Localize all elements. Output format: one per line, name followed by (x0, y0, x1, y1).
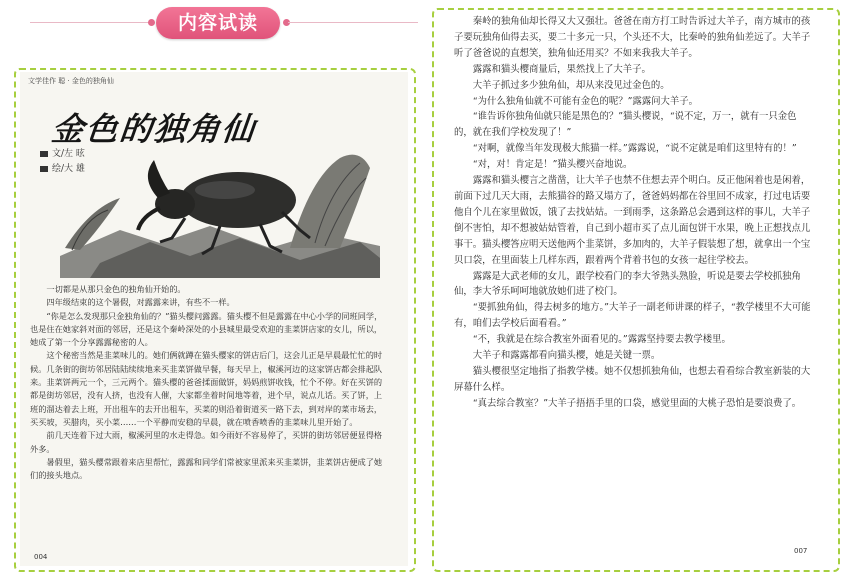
left-page-body (30, 283, 388, 482)
preview-badge[interactable]: 内容试读 (156, 7, 280, 39)
paragraph: 一切都是从那只金色的独角仙开始的。 (46, 284, 186, 294)
paragraph: 秦岭的独角仙却长得又大又强壮。爸爸在南方打工时告诉过大羊子，南方城市的孩子要玩独角仙得去买，要二十多元一只，个头还不大，比秦岭的独角仙差远了。大羊子听了爸爸说的直想笑，独角仙还用买？不如来我我大羊子。 (454, 16, 811, 59)
running-head: 文学佳作 聪 · 金色的独角仙 (28, 77, 114, 85)
beetle-illustration (60, 138, 380, 278)
illustrator-credit: 绘/大 雄 (52, 164, 85, 174)
paragraph: 露露是大武老师的女儿，跟学校看门的李大爷熟头熟脸，听说是要去学校抓独角仙，李大爷乐呵呵地就放她们进了校门。 (454, 270, 801, 298)
paragraph: 前几天连着下过大雨，椒溪河里的水走得急。如今雨好不容易停了，买饼的街坊邻居便显得格外多。 (30, 430, 383, 454)
left-page-number: 004 (34, 553, 48, 561)
paragraph: “你是怎么发现那只金独角仙的？”猫头樱问露露。猫头樱不但是露露在中心小学的同班同学，也是住在她家斜对面的邻居，还是这个秦岭深处的小县城里最受欢迎的韭菜饼店家的女儿，所以，她成了第一个分享露露秘密的人。 (30, 310, 383, 348)
paragraph: 露露和猫头樱言之凿凿，让大羊子也禁不住想去弄个明白。反正他闲着也是闲着，前面下过几天大雨，去熊猫谷的路又塌方了，爸爸妈妈都在谷里回不成家，打过电话要他自个儿在家里做饭，饿了去找姑姑。一到雨季，这条路总会遇到这样的事儿，大羊子倒不害怕，却不想被姑姑管着，自己到小超市买了点儿面包饼干水果，晚上正想找点儿事干。猫头樱答应明天送他两个韭菜饼，多加肉的，大羊子假装想了想，就拿出一个宝贝口袋，在里面装上几样东西，跟着两个背着书包的女孩一起往学校去。 (454, 175, 811, 266)
right-page-body (454, 14, 814, 412)
header-divider-left (30, 22, 150, 23)
paragraph: 猫头樱很坚定地指了指教学楼。她不仅想抓独角仙，也想去看看综合教室新装的大屏幕什么样。 (454, 365, 811, 393)
paragraph: “对，对！肯定是！”猫头樱兴奋地说。 (472, 159, 633, 171)
writer-credit: 文/左 昡 (52, 149, 85, 159)
paragraph: 这个秘密当然是韭菜味儿的。她们俩就蹲在猫头樱家的饼店后门，这会儿正是早晨最忙忙的时候。几条街的街坊邻居陆陆续续地来买韭菜饼做早餐，每天早上，椒溪河边的这家饼店都会排起队来。韭菜饼两元一个，三元两个。猫头樱的爸爸揉面做饼，妈妈煎饼收钱，忙个不停。好在买饼的都是街坊邻居，没有人挤，也没有人催，大家都坐着时间地等着，进个早，说点儿话。买了饼，上班的溜达着去上班，开出租车的去开出租车，买菜的则沿着街道买一路下去，到对岸的菜市场去，买买坡，买腊肉，买小菜……一个平静而安稳的早晨，就在喷香喷香的韭菜味儿里开始了。 (30, 350, 383, 427)
paragraph: “要抓独角仙，得去树多的地方。”大羊子一副老师讲课的样子，“教学楼里不大可能有，咱们去学校后面看看。” (454, 302, 811, 330)
paragraph: 大羊子抓过多少独角仙，却从来没见过金色的。 (472, 79, 670, 91)
paragraph: “不，我就是在综合教室外面看见的。”露露坚持要去教学楼里。 (472, 334, 731, 346)
paragraph: 暑假里，猫头樱常跟着来店里帮忙，露露和同学们常被家里派来买韭菜饼，韭菜饼店便成了她们的接头地点。 (30, 456, 383, 481)
header-dot-left (148, 19, 155, 26)
paragraph: 四年级结束的这个暑假，对露露来讲，有些不一样。 (46, 297, 235, 308)
paragraph: 露露和猫头樱商量后，果然找上了大羊子。 (472, 63, 651, 75)
paragraph: “为什么独角仙就不可能有金色的呢？”露露问大羊子。 (472, 95, 699, 107)
header-divider-right (288, 22, 418, 23)
story-title: 金色的独角仙 (49, 110, 258, 148)
paragraph: 大羊子和露露都看向猫头樱，她是关键一票。 (472, 350, 661, 362)
paragraph: “真去综合教室？”大羊子捂捂手里的口袋，感觉里面的大桃子恐怕是要浪费了。 (472, 397, 802, 409)
paragraph: “对啊，就像当年发现极大熊猫一样。”露露说，“说不定就是咱们这里特有的！” (472, 143, 797, 155)
paragraph: “谁告诉你独角仙就只能是黑色的？”猫头樱说，“说不定，万一，就有一只金色的，就在我们学校发现了！” (454, 111, 797, 139)
right-page-number: 007 (794, 547, 808, 555)
